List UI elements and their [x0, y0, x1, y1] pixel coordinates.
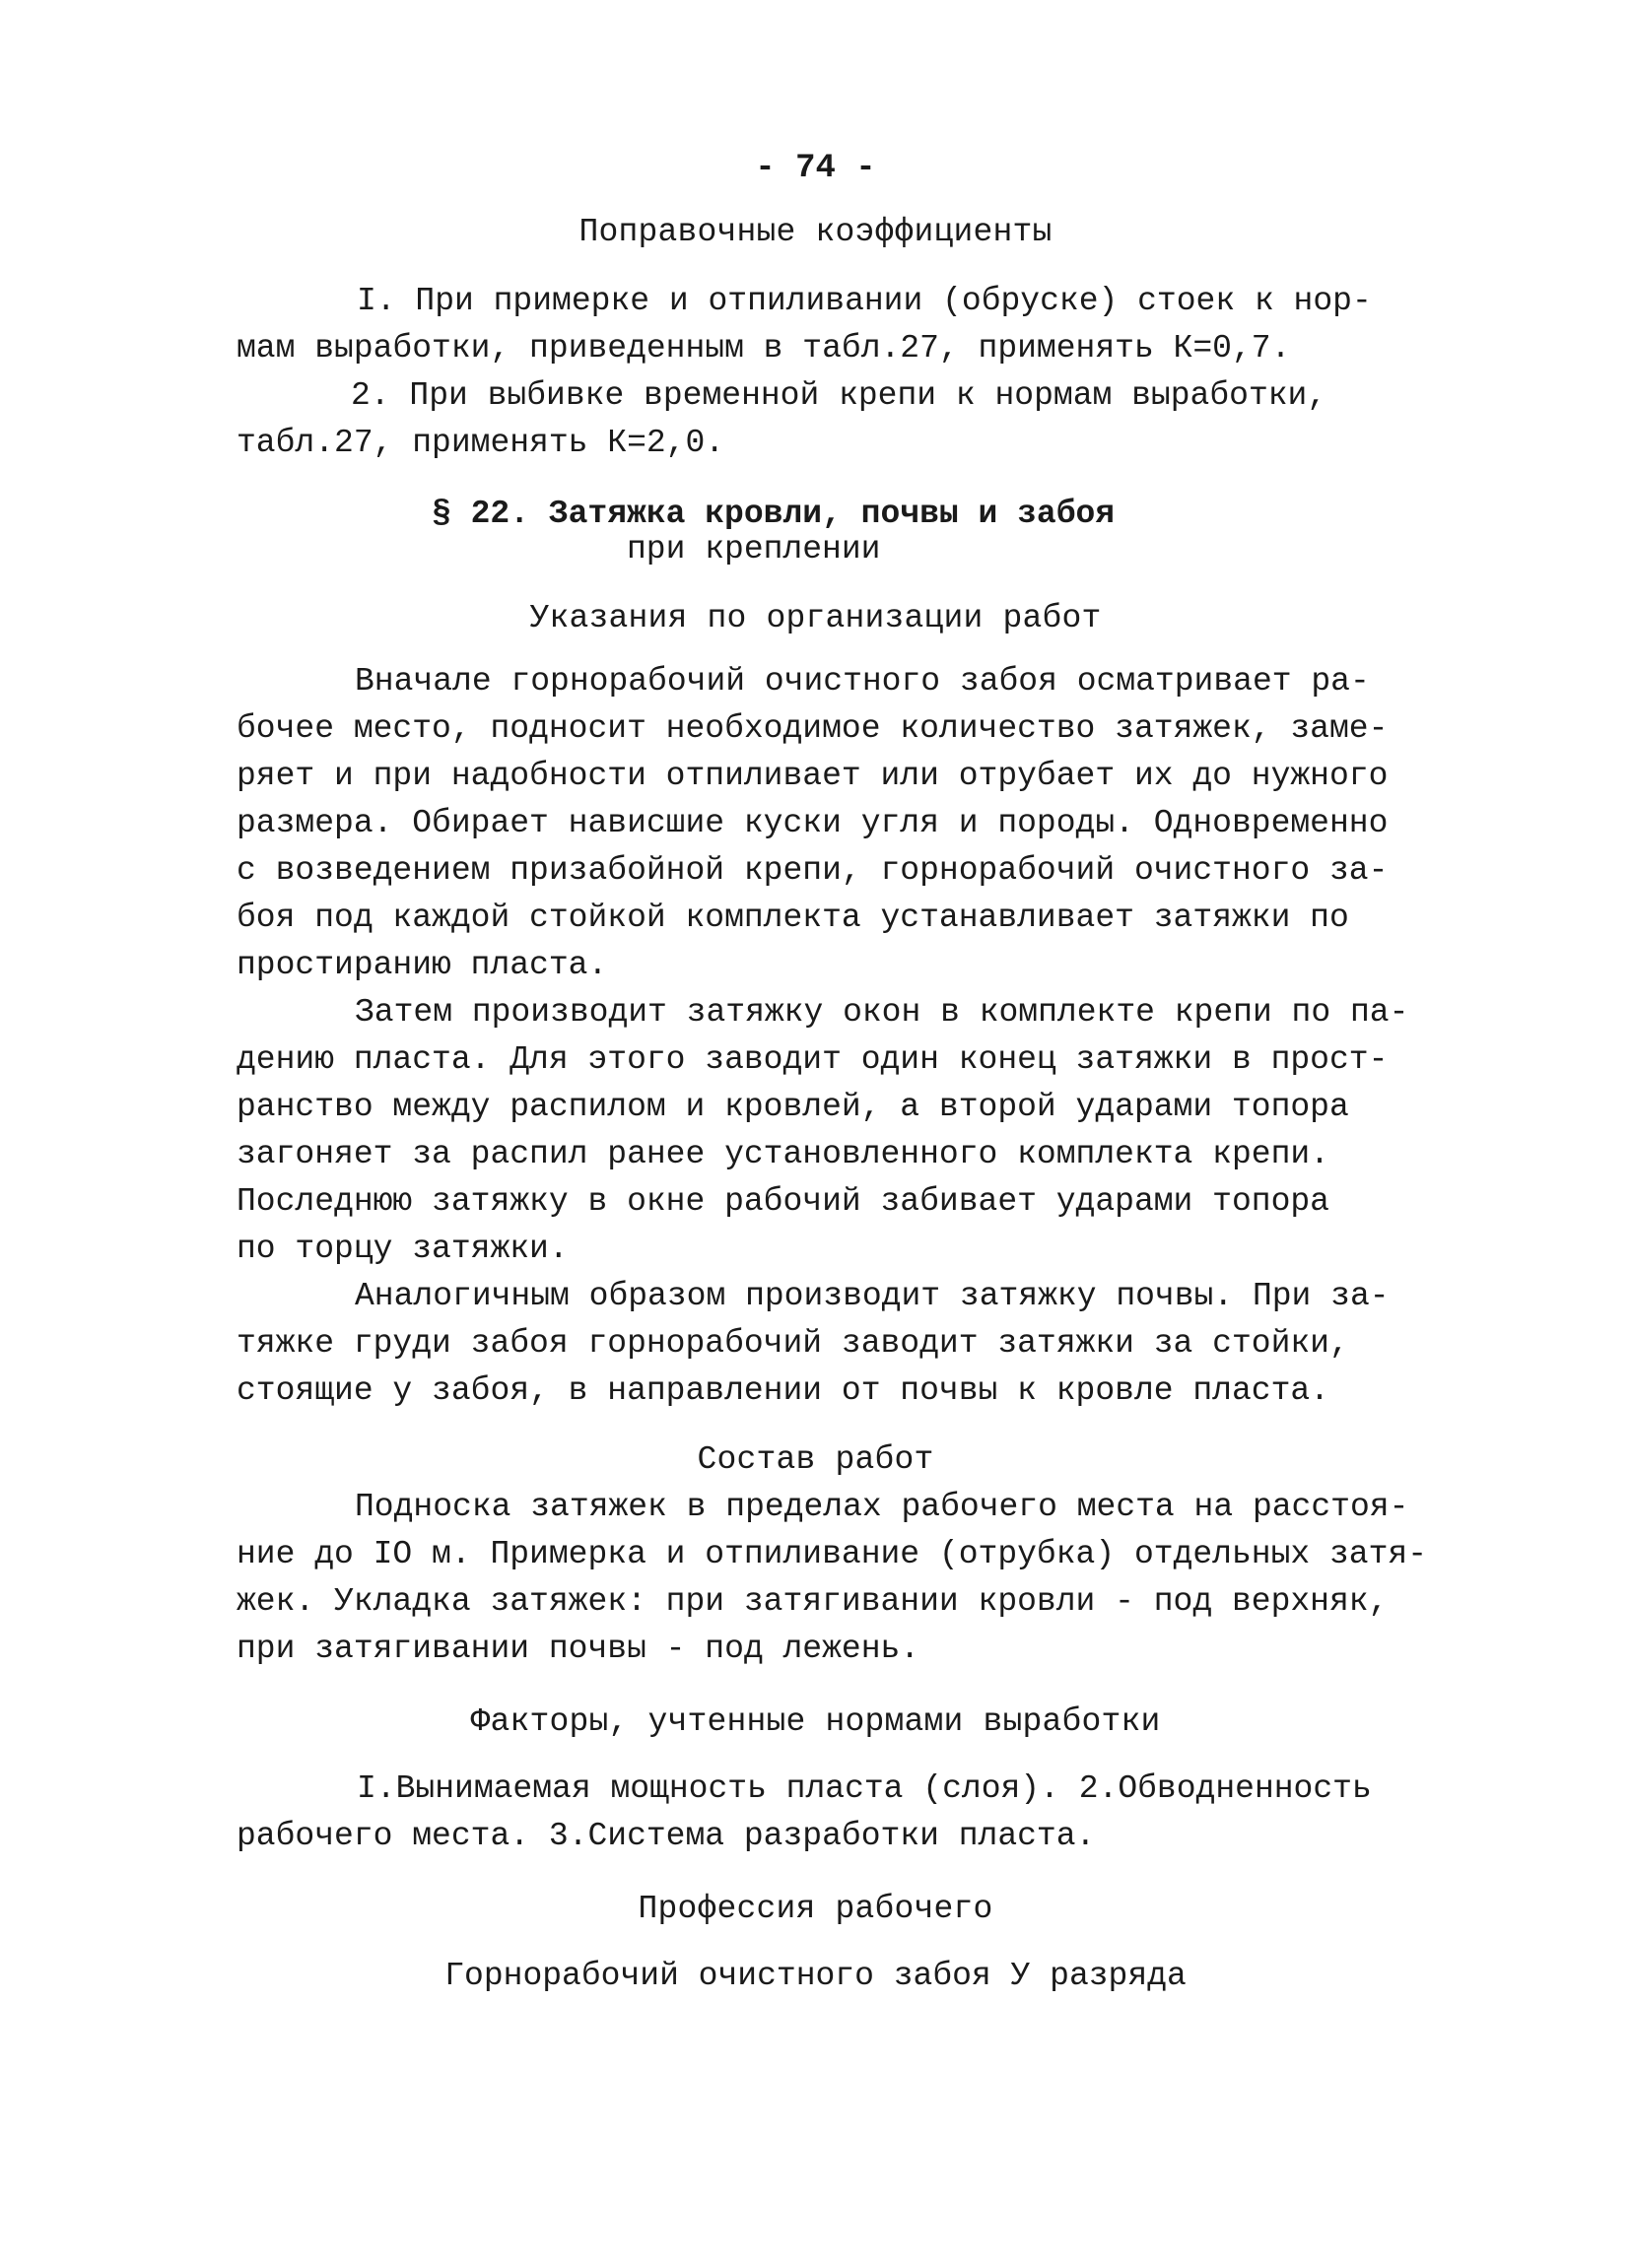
correction-line-1: I. При примерке и отпиливании (обруске) стоек к нор-: [357, 283, 1372, 319]
organization-line-8: Затем производит затяжку окон в комплекте крепи по па-: [355, 994, 1409, 1031]
section-title-line-2: при креплении: [627, 531, 881, 567]
composition-line-2: ние до IO м. Примерка и отпиливание (отрубка) отдельных затя-: [237, 1536, 1427, 1572]
correction-line-3: 2. При выбивке временной крепи к нормам выработки,: [351, 377, 1327, 414]
page-number: - 74 -: [755, 150, 876, 187]
organization-line-16: стоящие у забоя, в направлении от почвы к кровле пласта.: [237, 1372, 1329, 1409]
organization-line-6: боя под каждой стойкой комплекта устанавливает затяжки по: [237, 900, 1349, 936]
organization-line-11: загоняет за распил ранее установленного комплекта крепи.: [237, 1136, 1329, 1172]
factors-line-2: рабочего места. 3.Система разработки пласта.: [237, 1818, 1096, 1854]
organization-heading: Указания по организации работ: [529, 600, 1102, 636]
factors-line-1: I.Вынимаемая мощность пласта (слоя). 2.Обводненность: [357, 1770, 1372, 1807]
organization-line-3: ряет и при надобности отпиливает или отрубает их до нужного: [237, 758, 1389, 794]
organization-line-10: ранство между распилом и кровлей, а второй ударами топора: [237, 1089, 1349, 1125]
organization-line-4: размера. Обирает нависшие куски угля и породы. Одновременно: [237, 805, 1389, 841]
section-title-line-1: § 22. Затяжка кровли, почвы и забоя: [432, 496, 1116, 532]
organization-line-12: Последнюю затяжку в окне рабочий забивает ударами топора: [237, 1183, 1329, 1220]
composition-line-4: при затягивании почвы - под лежень.: [237, 1631, 920, 1667]
profession-value: Горнорабочий очистного забоя У разряда: [444, 1958, 1187, 1994]
organization-line-1: Вначале горнорабочий очистного забоя осматривает ра-: [355, 663, 1370, 700]
correction-heading: Поправочные коэффициенты: [578, 214, 1053, 250]
organization-line-15: тяжке груди забоя горнорабочий заводит затяжки за стойки,: [237, 1325, 1349, 1362]
organization-line-5: с возведением призабойной крепи, горнорабочий очистного за-: [237, 852, 1389, 889]
organization-line-7: простиранию пласта.: [237, 947, 608, 983]
composition-line-1: Подноска затяжек в пределах рабочего места на расстоя-: [355, 1489, 1409, 1525]
organization-line-13: по торцу затяжки.: [237, 1231, 569, 1267]
composition-heading: Состав работ: [697, 1441, 934, 1478]
factors-heading: Факторы, учтенные нормами выработки: [470, 1703, 1161, 1740]
correction-line-4: табл.27, применять К=2,0.: [237, 425, 725, 461]
composition-line-3: жек. Укладка затяжек: при затягивании кровли - под верхняк,: [237, 1583, 1389, 1620]
organization-line-9: дению пласта. Для этого заводит один конец затяжки в прост-: [237, 1041, 1389, 1078]
correction-line-2: мам выработки, приведенным в табл.27, применять К=0,7.: [237, 330, 1291, 367]
organization-line-2: бочее место, подносит необходимое количество затяжек, заме-: [237, 710, 1389, 747]
profession-heading: Профессия рабочего: [638, 1891, 993, 1927]
organization-line-14: Аналогичным образом производит затяжку почвы. При за-: [355, 1278, 1390, 1314]
